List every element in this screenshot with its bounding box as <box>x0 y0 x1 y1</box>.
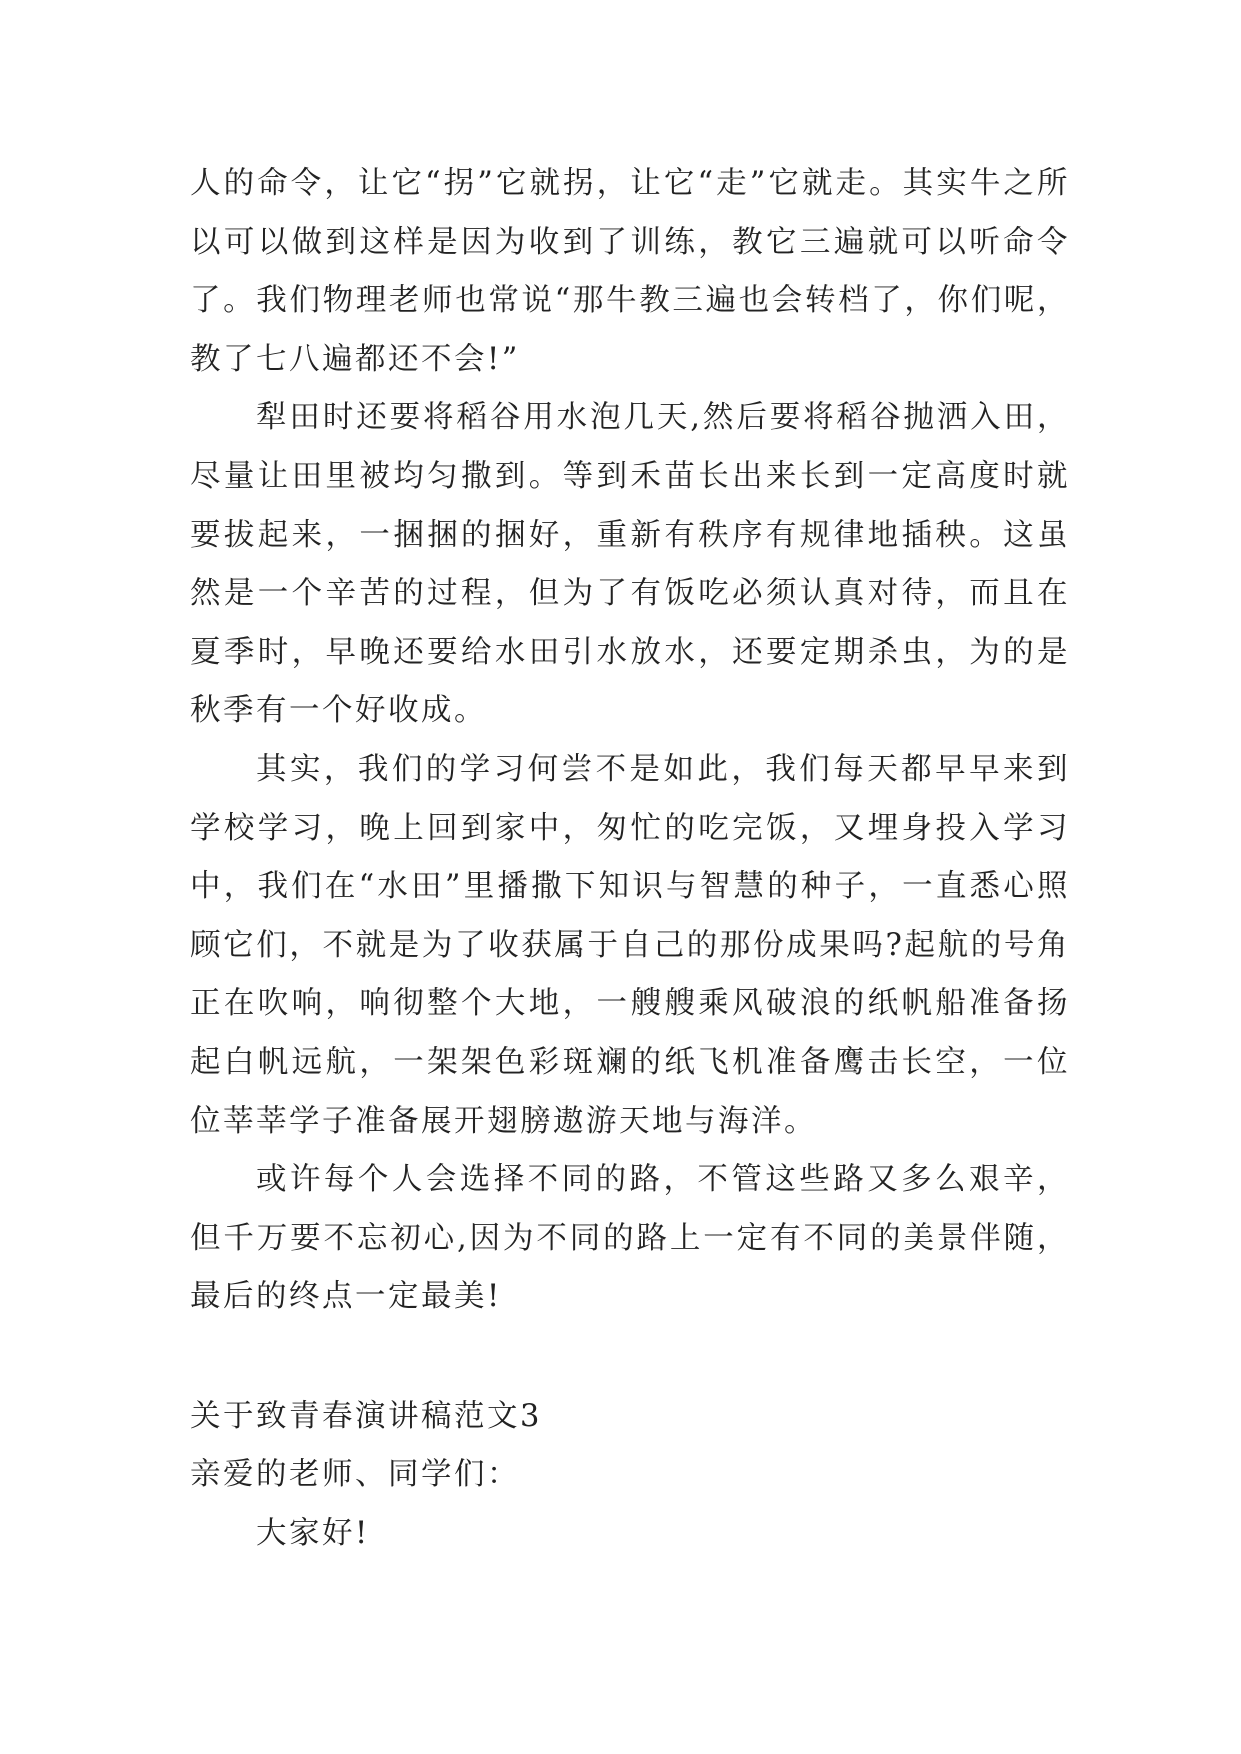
section-spacer <box>190 1327 1070 1388</box>
greeting: 大家好! <box>256 1516 370 1552</box>
paragraph-different-paths: 或许每个人会选择不同的路，不管这些路又多么艰辛，但千万要不忘初心,因为不同的路上一定有不同的美景伴随，最后的终点一定最美! <box>190 1162 1070 1315</box>
paragraph-study-analogy: 其实，我们的学习何尝不是如此，我们每天都早早来到学校学习，晚上回到家中，匆忙的吃完饭，又埋身投入学习中，我们在“水田”里播撒下知识与智慧的种子，一直悉心照顾它们，不就是为了收获属于自己的那份成果吗?起航的号角正在吹响，响彻整个大地，一艘艘乘风破浪的纸帆船准备扬起白帆远航，一架架色彩斑斓的纸飞机准备鹰击长空，一位位莘莘学子准备展开翅膀遨游天地与海洋。 <box>190 751 1070 1139</box>
paragraph-ox-training: 人的命令，让它“拐”它就拐，让它“走”它就走。其实牛之所以可以做到这样是因为收到了训练，教它三遍就可以听命令了。我们物理老师也常说“那牛教三遍也会转档了，你们呢，教了七八遍都还不会!” <box>190 166 1070 377</box>
document-body <box>190 155 1070 1564</box>
section-title: 关于致青春演讲稿范文3 <box>190 1398 542 1434</box>
paragraph-planting-rice: 犁田时还要将稻谷用水泡几天,然后要将稻谷抛洒入田，尽量让田里被均匀撒到。等到禾苗长出来长到一定高度时就要拔起来，一捆捆的捆好，重新有秩序有规律地插秧。这虽然是一个辛苦的过程，但为了有饭吃必须认真对待，而且在夏季时，早晚还要给水田引水放水，还要定期杀虫，为的是秋季有一个好收成。 <box>190 400 1070 729</box>
salutation: 亲爱的老师、同学们： <box>190 1457 520 1493</box>
